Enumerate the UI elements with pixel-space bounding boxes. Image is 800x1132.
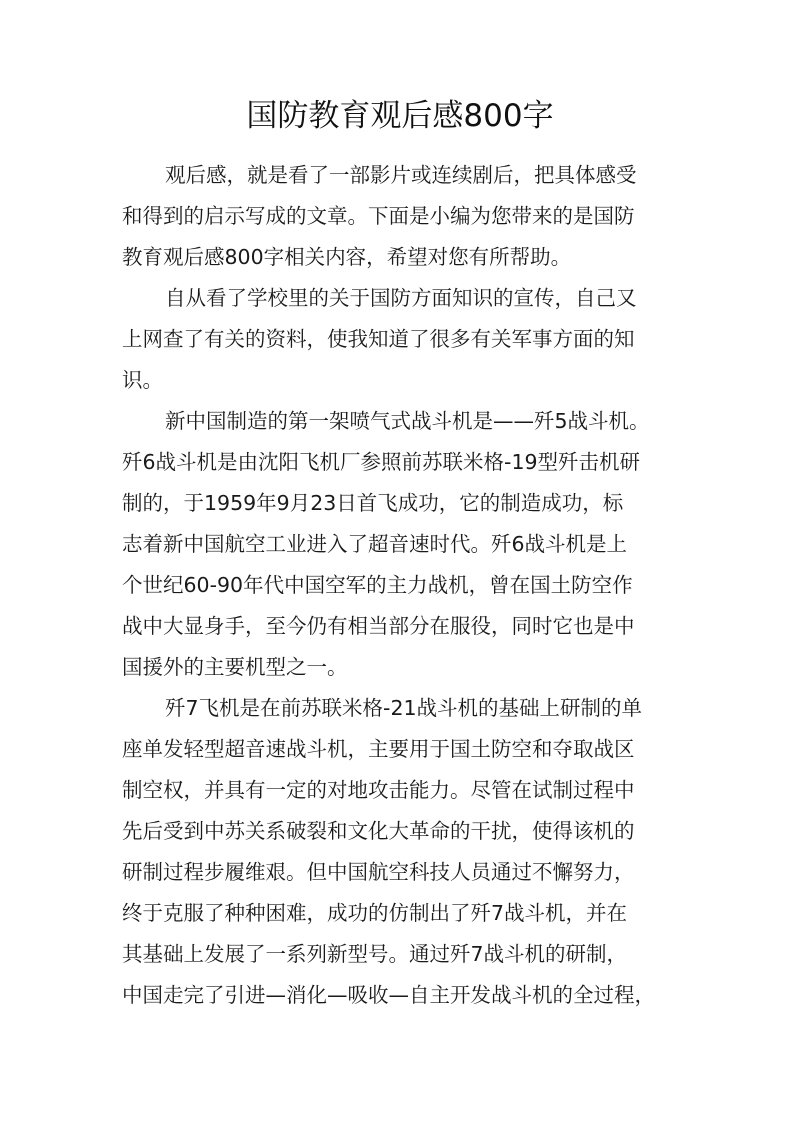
text-line: 和得到的启示写成的文章。下面是小编为您带来的是国防 bbox=[122, 204, 635, 228]
paragraph-intro bbox=[122, 155, 682, 278]
text-line: 终于克服了种种困难，成功的仿制出了歼7战斗机，并在 bbox=[122, 901, 628, 925]
text-line: 上网查了有关的资料，使我知道了很多有关军事方面的知 bbox=[122, 327, 635, 351]
text-line: 制的，于1959年9月23日首飞成功，它的制造成功，标 bbox=[122, 491, 624, 515]
text-line: 自从看了学校里的关于国防方面知识的宣传，自己又 bbox=[165, 286, 637, 310]
text-line: 研制过程步履维艰。但中国航空科技人员通过不懈努力， bbox=[122, 860, 635, 884]
paragraph-j5-j6 bbox=[122, 401, 682, 688]
text-line: 歼7飞机是在前苏联米格-21战斗机的基础上研制的单 bbox=[165, 696, 643, 720]
text-line: 先后受到中苏关系破裂和文化大革命的干扰，使得该机的 bbox=[122, 819, 635, 843]
text-line: 识。 bbox=[122, 368, 163, 392]
text-line: 国援外的主要机型之一。 bbox=[122, 655, 348, 679]
text-line: 志着新中国航空工业进入了超音速时代。歼6战斗机是上 bbox=[122, 532, 628, 556]
paragraph-j7 bbox=[122, 688, 682, 1016]
text-line: 歼6战斗机是由沈阳飞机厂参照前苏联米格-19型歼击机研 bbox=[122, 450, 641, 474]
text-line: 新中国制造的第一架喷气式战斗机是——歼5战斗机。 bbox=[165, 409, 650, 433]
document-body bbox=[122, 155, 682, 1016]
text-line: 观后感，就是看了一部影片或连续剧后，把具体感受 bbox=[165, 163, 637, 187]
paragraph-knowledge bbox=[122, 278, 682, 401]
text-line: 制空权，并具有一定的对地攻击能力。尽管在试制过程中 bbox=[122, 778, 635, 802]
text-line: 教育观后感800字相关内容，希望对您有所帮助。 bbox=[122, 245, 572, 269]
text-line: 中国走完了引进—消化—吸收—自主开发战斗机的全过程， bbox=[122, 983, 655, 1007]
document-title: 国防教育观后感800字 bbox=[246, 98, 554, 134]
text-line: 战中大显身手，至今仍有相当部分在服役，同时它也是中 bbox=[122, 614, 635, 638]
text-line: 其基础上发展了一系列新型号。通过歼7战斗机的研制， bbox=[122, 942, 628, 966]
text-line: 个世纪60-90年代中国空军的主力战机，曾在国土防空作 bbox=[122, 573, 633, 597]
text-line: 座单发轻型超音速战斗机，主要用于国土防空和夺取战区 bbox=[122, 737, 635, 761]
